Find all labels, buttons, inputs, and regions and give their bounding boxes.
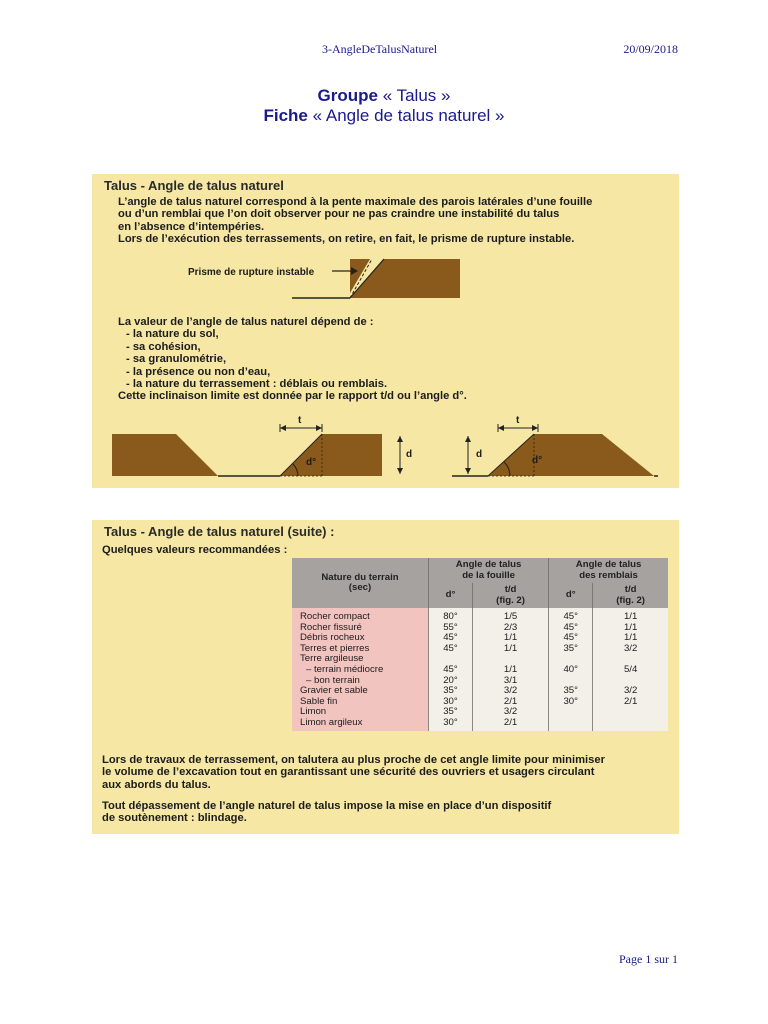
- fiche-title: [0, 106, 768, 126]
- col-ratio-header: t/d (fig. 2): [472, 583, 548, 608]
- table-row: [292, 665, 668, 676]
- value-cell: 45°: [429, 633, 473, 644]
- value-cell: [549, 718, 593, 731]
- nature-cell: Limon argileux: [292, 718, 429, 731]
- prisme-label: Prisme de rupture instable: [188, 267, 315, 278]
- value-cell: 1/1: [472, 633, 548, 644]
- value-cell: 3/1: [472, 676, 548, 687]
- value-cell: 5/4: [593, 665, 668, 676]
- factor-item: - la nature du terrassement : déblais ou remblais.: [126, 378, 388, 391]
- excavation-right-soil: [280, 434, 382, 476]
- panel2-heading: [104, 524, 334, 539]
- nature-cell: Terre argileuse: [292, 654, 429, 665]
- d-label: d: [406, 449, 413, 460]
- value-cell: [549, 707, 593, 718]
- d-label: d: [476, 449, 483, 460]
- value-cell: 2/1: [472, 718, 548, 731]
- intro-line: Lors de l’exécution des terrassements, on retire, en fait, le prisme de rupture instable.: [118, 233, 575, 246]
- intro-line: ou d’un remblai que l’on doit observer pour ne pas craindre une instabilité du talus: [118, 208, 560, 221]
- nature-cell: Gravier et sable: [292, 686, 429, 697]
- factor-item: - sa cohésion,: [126, 340, 201, 353]
- document-date: 20/09/2018: [623, 42, 678, 56]
- nature-cell: Rocher compact: [292, 608, 429, 623]
- col-angle-header: d°: [549, 583, 593, 608]
- slope-diagrams: [92, 174, 679, 488]
- document-filename: 3-AngleDeTalusNaturel: [322, 42, 438, 56]
- nature-cell: – terrain médiocre: [292, 665, 429, 676]
- groupe-value: « Talus »: [382, 86, 451, 105]
- recommended-values-table: [292, 558, 668, 731]
- ratio-text: Cette inclinaison limite est donnée par le rapport t/d ou l’angle d°.: [118, 390, 467, 403]
- groupe-label: Groupe: [317, 86, 378, 105]
- factors-intro: La valeur de l’angle de talus naturel dépend de :: [118, 316, 374, 328]
- value-cell: 80°: [429, 608, 473, 623]
- value-cell: 1/1: [593, 633, 668, 644]
- factor-item: - sa granulométrie,: [126, 353, 227, 366]
- value-cell: 1/1: [593, 608, 668, 623]
- factor-item: - la nature du sol,: [126, 328, 219, 341]
- group-fouille-header: Angle de talus de la fouille: [429, 558, 549, 583]
- value-cell: 1/5: [472, 608, 548, 623]
- value-cell: 35°: [549, 644, 593, 655]
- value-cell: [593, 707, 668, 718]
- panel2-subheading: Quelques valeurs recommandées :: [102, 544, 288, 556]
- value-cell: 3/2: [593, 644, 668, 655]
- table-row: [292, 697, 668, 708]
- table-row: [292, 686, 668, 697]
- value-cell: 2/3: [472, 623, 548, 634]
- value-cell: 35°: [429, 707, 473, 718]
- fiche-label: Fiche: [263, 106, 308, 125]
- embankment-soil: [488, 434, 654, 476]
- value-cell: 20°: [429, 676, 473, 687]
- value-cell: 3/2: [472, 707, 548, 718]
- nature-cell: – bon terrain: [292, 676, 429, 687]
- value-cell: 55°: [429, 623, 473, 634]
- value-cell: 3/2: [472, 686, 548, 697]
- page-number: Page 1 sur 1: [619, 952, 678, 966]
- value-cell: 2/1: [472, 697, 548, 708]
- nature-cell: Terres et pierres: [292, 644, 429, 655]
- intro-line: L’angle de talus naturel correspond à la pente maximale des parois latérales d’une fouille: [118, 196, 593, 208]
- angle-label: d°: [532, 455, 543, 466]
- panel-angle-talus: [92, 174, 679, 488]
- value-cell: 40°: [549, 665, 593, 676]
- value-cell: 45°: [429, 644, 473, 655]
- panel-valeurs-recommandees: [92, 520, 679, 834]
- col-ratio-header: t/d (fig. 2): [593, 583, 668, 608]
- value-cell: 45°: [549, 633, 593, 644]
- col-angle-header: d°: [429, 583, 473, 608]
- value-cell: 35°: [429, 686, 473, 697]
- value-cell: 1/1: [472, 644, 548, 655]
- fiche-value: « Angle de talus naturel »: [312, 106, 505, 125]
- t-label: t: [298, 415, 302, 426]
- panel2-text1: Lors de travaux de terrassement, on talutera au plus proche de cet angle limite pour minimiser le volume de l’excavation tout en garantissant une sécurité des ouvriers et usagers circulant aux abords du talus.: [102, 754, 605, 791]
- table-row: [292, 718, 668, 731]
- value-cell: 45°: [549, 623, 593, 634]
- groupe-title: [0, 86, 768, 106]
- value-cell: 30°: [429, 697, 473, 708]
- value-cell: 2/1: [593, 697, 668, 708]
- value-cell: 3/2: [593, 686, 668, 697]
- value-cell: 1/1: [593, 623, 668, 634]
- table-row: [292, 608, 668, 623]
- value-cell: 1/1: [472, 665, 548, 676]
- intro-line: en l’absence d’intempéries.: [118, 220, 265, 233]
- t-label: t: [516, 415, 520, 426]
- excavation-left-soil: [112, 434, 218, 476]
- nature-cell: Rocher fissuré: [292, 623, 429, 634]
- angle-label: d°: [306, 457, 317, 468]
- value-cell: 35°: [549, 686, 593, 697]
- group-remblais-header: Angle de talus des remblais: [549, 558, 668, 583]
- nature-cell: Débris rocheux: [292, 633, 429, 644]
- nature-cell: Sable fin: [292, 697, 429, 708]
- value-cell: [593, 718, 668, 731]
- factor-item: - la présence ou non d’eau,: [126, 365, 271, 378]
- value-cell: 45°: [429, 665, 473, 676]
- value-cell: 30°: [549, 697, 593, 708]
- panel1-heading: Talus - Angle de talus naturel: [104, 178, 284, 193]
- panel2-heading-main: Talus - Angle de talus naturel: [104, 524, 284, 539]
- nature-cell: Limon: [292, 707, 429, 718]
- panel2-text2: Tout dépassement de l’angle naturel de talus impose la mise en place d’un dispositif de soutènement : blindage.: [102, 800, 552, 825]
- panel2-heading-suffix: (suite) :: [287, 524, 335, 539]
- col-nature-header: Nature du terrain (sec): [292, 558, 429, 608]
- value-cell: 30°: [429, 718, 473, 731]
- value-cell: 45°: [549, 608, 593, 623]
